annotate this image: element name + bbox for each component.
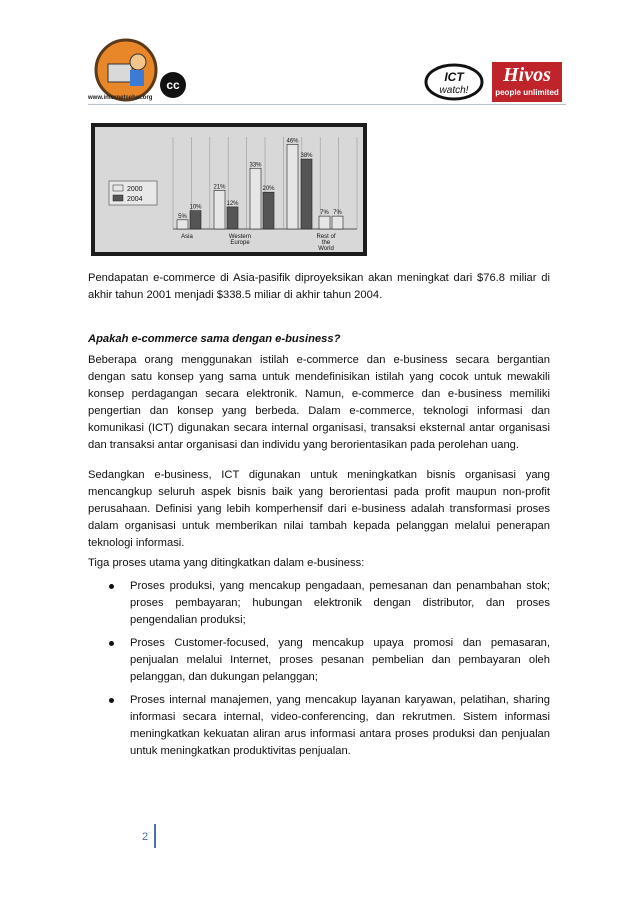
paragraph-three-processes: Tiga proses utama yang ditingkatkan dalam e-business: (88, 557, 365, 569)
paragraph-ebusiness: Sedangkan e-business, ICT digunakan untuk meningkatkan bisnis organisasi yang mencangkup seluruh aspek bisnis baik yang berorientasi pada profit maupun non-profit perusahaan. Definisi yang lebih komperhensif dari e-business adalah transformasi proses dalam organisasi untuk memberikan nilai tambah kepada pelanggan melalui penerapan teknologi informasi. (88, 469, 550, 549)
list-item-text: Proses internal manajemen, yang mencakup layanan karyawan, pelatihan, sharing informasi secara internal, video-conferencing, dan rekrutmen. Sistem informasi meningkatkan kekuatan aliran arus informasi antara proses produksi dan penjualan untuk meningkatkan produktivitas penjualan. (130, 694, 550, 757)
bar-data-label: 10% (189, 204, 202, 211)
legend-label: 2004 (127, 196, 143, 203)
header-rule (88, 104, 566, 105)
page-number: 2 (142, 831, 149, 843)
section-heading: Apakah e-commerce sama dengan e-business? (88, 333, 341, 345)
chart-bar (177, 220, 188, 229)
paragraph-revenue: Pendapatan e-commerce di Asia-pasifik diproyeksikan akan meningkat dari $76.8 miliar di akhir tahun 2001 menjadi $338.5 miliar di akhir tahun 2004. (88, 272, 550, 301)
hivos-logo (492, 62, 562, 102)
bar-data-label: 7% (320, 210, 329, 217)
bullet-icon (109, 584, 114, 589)
legend-swatch (113, 185, 123, 191)
bar-data-label: 38% (300, 153, 313, 160)
ecommerce-chart (91, 123, 367, 256)
list-item-text: Proses Customer-focused, yang mencakup upaya promosi dan pemasaran, penjualan melalui Internet, proses pesanan pembelian dan pembayaran oleh pelanggan, dan dukungan pelanggan; (130, 637, 550, 683)
svg-text:ICT: ICT (444, 70, 464, 84)
list-item-text: Proses produksi, yang mencakup pengadaan, pemesanan dan penambahan stok; proses pembayaran; hubungan elektronik dengan distributor, dan proses pengendalian produksi; (130, 580, 550, 626)
paragraph-ecommerce: Beberapa orang menggunakan istilah e-commerce dan e-business secara bergantian dengan satu konsep yang sama untuk mendefinisikan istilah yang cocok untuk mewakili konsep perdagangan secara elektronik. Namun, e-commerce dan e-business memiliki pengertian dan konsep yang berbeda. Dalam e-commerce, teknologi informasi dan komunikasi (ICT) digunakan secara internal organisasi, transaksi eksternal antar organisasi dan transaksi antar organisasi dan individu yang berorientasikan pada perolehan uang. (88, 354, 550, 451)
chart-bar (250, 168, 261, 229)
x-tick-label: Rest of the World (316, 234, 336, 252)
svg-text:watch!: watch! (439, 85, 469, 96)
chart-bar (227, 207, 238, 229)
bar-data-label: 33% (249, 162, 262, 169)
legend-label: 2000 (127, 186, 143, 193)
x-tick-label: Western Europe (228, 234, 252, 246)
chart-bar (263, 192, 274, 229)
process-list (88, 578, 550, 766)
hivos-tagline: people unlimited (495, 88, 559, 97)
footer-bar (154, 824, 156, 848)
list-item (88, 578, 550, 629)
bullet-icon (109, 641, 114, 646)
bar-data-label: 5% (178, 213, 187, 220)
bullet-icon (109, 698, 114, 703)
chart-bar (287, 144, 298, 229)
chart-bar (190, 211, 201, 229)
chart-bar (332, 216, 343, 229)
bar-data-label: 12% (226, 200, 239, 207)
cc-icon: cc (160, 72, 186, 98)
bar-data-label: 46% (286, 138, 299, 145)
ict-watch-logo (424, 62, 490, 102)
page-header (0, 0, 638, 110)
chart-svg (91, 123, 367, 256)
chart-bar (319, 216, 330, 229)
x-tick-label: Asia (181, 234, 193, 240)
list-item (88, 692, 550, 760)
internet-sehat-logo (88, 38, 164, 102)
legend-swatch (113, 195, 123, 201)
bar-data-label: 21% (213, 184, 226, 191)
chart-bar (214, 190, 225, 229)
hivos-name: Hivos (503, 64, 551, 86)
site-url: www.internetsehat.org (88, 95, 153, 101)
list-item (88, 635, 550, 686)
chart-bar (301, 159, 312, 229)
bar-data-label: 20% (262, 186, 275, 193)
bar-data-label: 7% (333, 210, 342, 217)
